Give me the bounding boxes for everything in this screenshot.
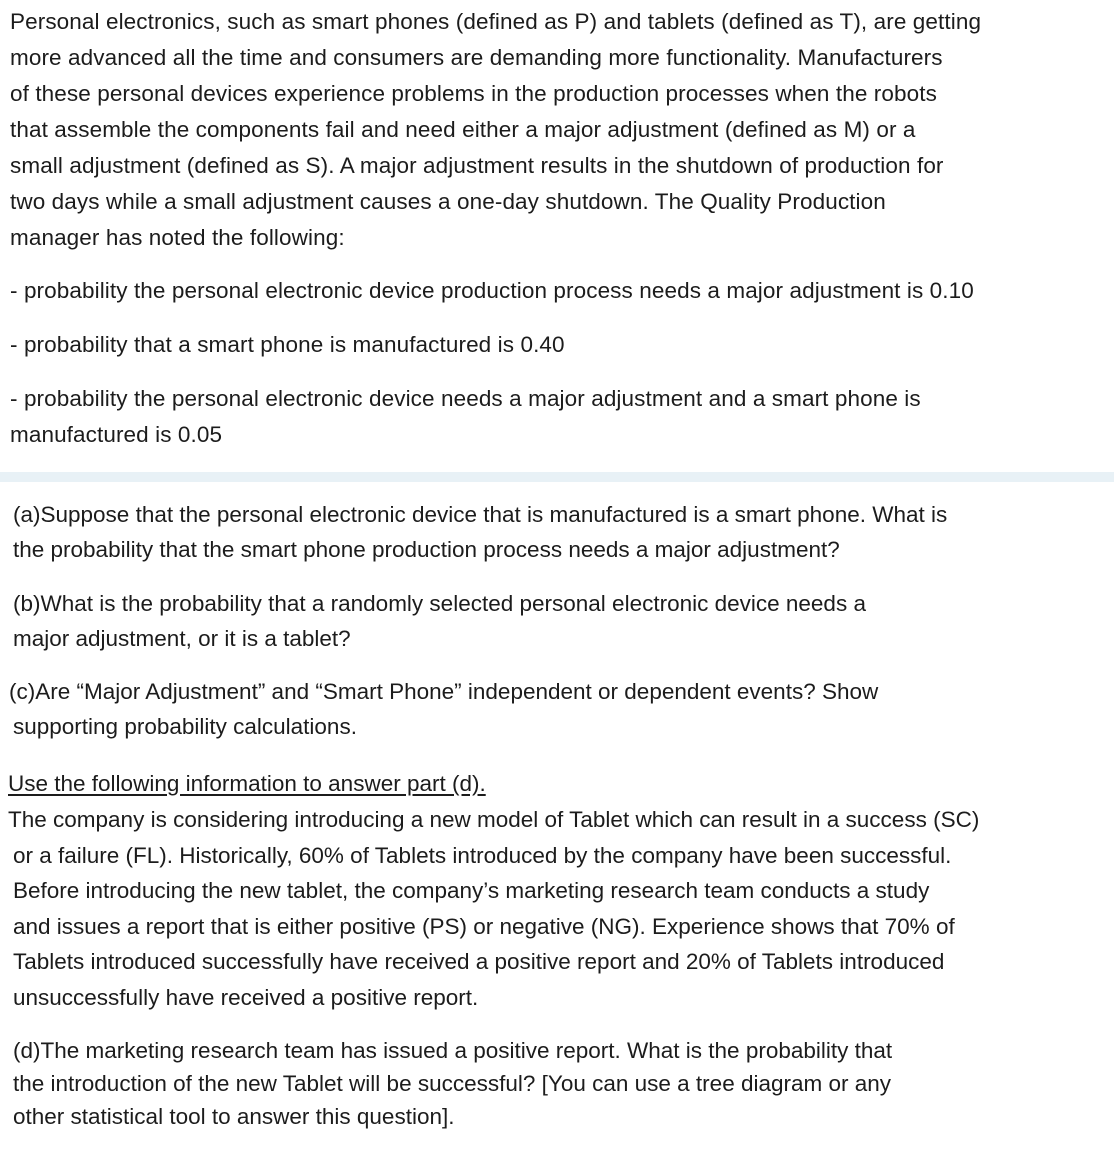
context-line: and issues a report that is either positive (PS) or negative (NG). Experience shows that 70% of (13, 913, 955, 939)
context-line: The company is considering introducing a new model of Tablet which can result in a success (SC) (8, 807, 980, 832)
bullet-major-adjustment (10, 273, 1100, 309)
question-line: supporting probability calculations. (13, 714, 357, 739)
bullet-line: manufactured is 0.05 (10, 422, 223, 447)
intro-line: Personal electronics, such as smart phones (defined as P) and tablets (defined as T), are getting (10, 9, 982, 34)
intro-line: more advanced all the time and consumers are demanding more functionality. Manufacturers (10, 45, 943, 70)
question-line: (a)Suppose that the personal electronic device that is manufactured is a smart phone. What is (13, 502, 948, 527)
question-line: other statistical tool to answer this question]. (13, 1104, 455, 1129)
intro-line: small adjustment (defined as S). A major adjustment results in the shutdown of production for (10, 153, 944, 178)
intro-line: that assemble the components fail and need either a major adjustment (defined as M) or a (10, 117, 916, 142)
bullet-joint-probability (10, 381, 1100, 453)
question-line: the probability that the smart phone production process needs a major adjustment? (13, 537, 840, 562)
context-line: unsuccessfully have received a positive report. (13, 984, 479, 1010)
problem-statement (10, 4, 1100, 453)
part-d-lead-in: Use the following information to answer part (d). (8, 771, 486, 796)
intro-line: manager has noted the following: (10, 225, 345, 250)
bullet-line: - probability that a smart phone is manufactured is 0.40 (10, 332, 565, 357)
question-line: (c)Are “Major Adjustment” and “Smart Phone” independent or dependent events? Show (9, 679, 879, 704)
part-d-context (8, 802, 1098, 1015)
question-line: major adjustment, or it is a tablet? (13, 626, 351, 651)
context-line: or a failure (FL). Historically, 60% of Tablets introduced by the company have been successful. (13, 842, 952, 868)
question-d (13, 1034, 1103, 1133)
intro-line: two days while a small adjustment causes a one-day shutdown. The Quality Production (10, 189, 886, 214)
intro-line: of these personal devices experience problems in the production processes when the robots (10, 81, 937, 106)
bullet-line: - probability the personal electronic device production process needs a major adjustment is 0.10 (10, 278, 974, 303)
context-line: Tablets introduced successfully have received a positive report and 20% of Tablets introduced (13, 949, 945, 974)
question-line: (d)The marketing research team has issued a positive report. What is the probability that (13, 1038, 893, 1063)
bullet-smart-phone (10, 327, 1100, 363)
section-divider (0, 472, 1114, 482)
intro-paragraph (10, 4, 1100, 256)
bullet-line: - probability the personal electronic device needs a major adjustment and a smart phone is (10, 386, 921, 411)
question-a (13, 497, 1103, 567)
question-b (13, 586, 1103, 656)
question-c (9, 674, 1099, 744)
question-line: the introduction of the new Tablet will be successful? [You can use a tree diagram or any (13, 1071, 892, 1096)
context-line: Before introducing the new tablet, the company’s marketing research team conducts a study (13, 878, 930, 903)
question-line: (b)What is the probability that a randomly selected personal electronic device needs a (13, 591, 866, 616)
